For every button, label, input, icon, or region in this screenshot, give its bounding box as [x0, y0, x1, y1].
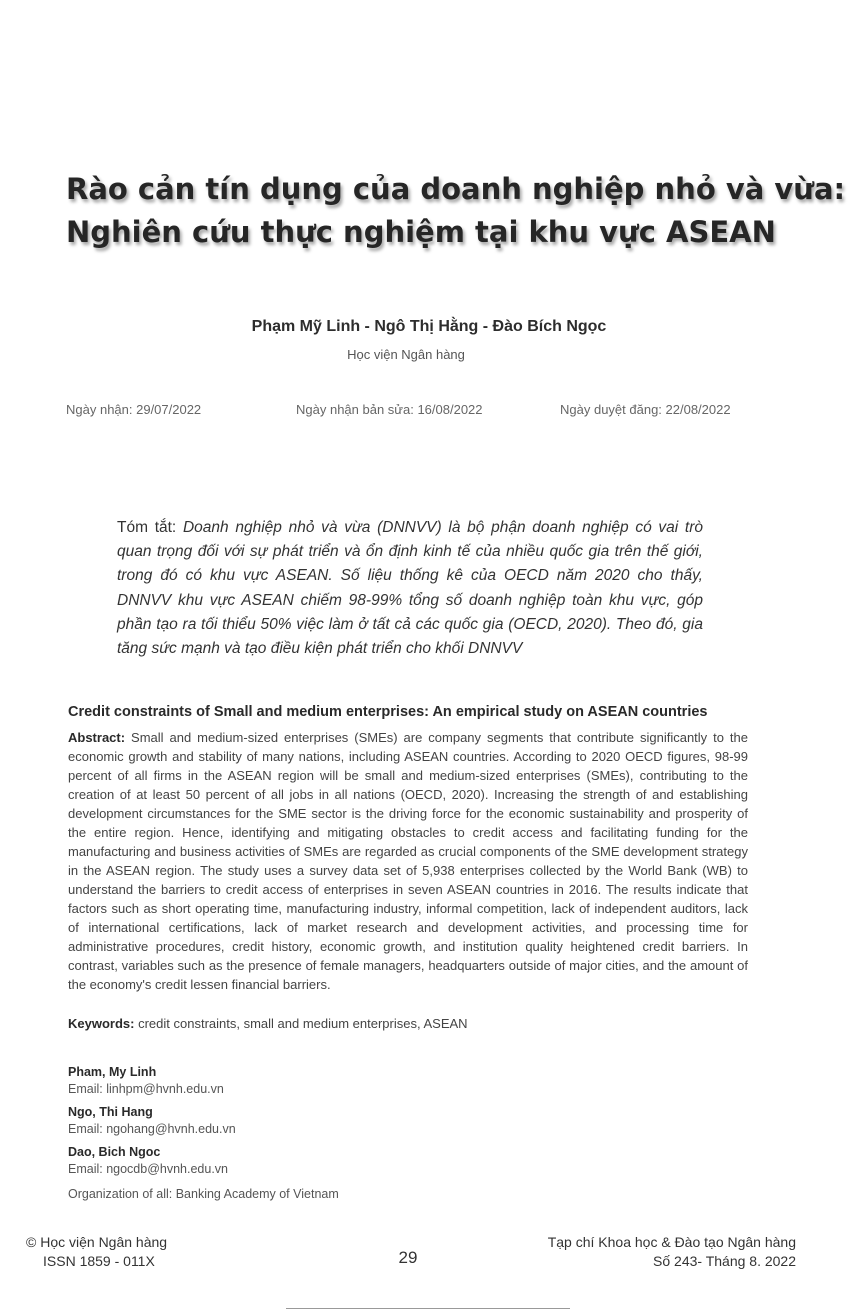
- author-name: Ngo, Thi Hang: [68, 1105, 153, 1119]
- english-abstract: [68, 728, 748, 994]
- keywords-label: Keywords:: [68, 1016, 135, 1031]
- english-abstract-label: Abstract:: [68, 730, 126, 745]
- author-name: Dao, Bich Ngoc: [68, 1145, 161, 1159]
- author-email: Email: ngohang@hvnh.edu.vn: [68, 1122, 236, 1136]
- author-contact: [68, 1145, 228, 1176]
- author-email: Email: linhpm@hvnh.edu.vn: [68, 1082, 224, 1096]
- issn: ISSN 1859 - 011X: [43, 1253, 155, 1269]
- article-title: [66, 168, 846, 254]
- vietnamese-abstract-text: Doanh nghiệp nhỏ và vừa (DNNVV) là bộ phận doanh nghiệp có vai trò quan trọng đối với sự phát triển và ổn định kinh tế của nhiều quốc gia trên thế giới, trong đó có khu vực ASEAN. Số liệu thống kê của OECD năm 2020 cho thấy, DNNVV khu vực ASEAN chiếm 98-99% tổng số doanh nghiệp toàn khu vực, góp phần tạo ra tối thiểu 50% việc làm ở tất cả các quốc gia (OECD, 2020). Theo đó, gia tăng sức mạnh và tạo điều kiện phát triển cho khối DNNVV: [117, 519, 703, 658]
- author-contact: [68, 1065, 224, 1096]
- title-line-2: Nghiên cứu thực nghiệm tại khu vực ASEAN: [66, 215, 776, 249]
- date-accepted: Ngày duyệt đăng: 22/08/2022: [560, 402, 731, 417]
- vietnamese-abstract: [117, 516, 703, 661]
- bottom-divider: [286, 1308, 570, 1309]
- english-abstract-text: Small and medium-sized enterprises (SMEs) are company segments that contribute significantly to the economic growth and stability of many nations, including ASEAN countries. According to 2020 OECD figures, 98-99 percent of all firms in the ASEAN region will be small and medium-sized enterprises (SMEs), contributing to the creation of at least 50 percent of all jobs in all nations (OECD, 2020). Increasing the strength of and establishing development circumstances for the SME sector is the driving force for the economic sustainability and prosperity of the entire region. Hence, identifying and mitigating obstacles to credit access and facilitating funding for the manufacturing and business activities of SMEs are regarded as crucial components of the SME development strategy in the ASEAN region. The study uses a survey data set of 5,938 enterprises collected by the World Bank (WB) to understand the barriers to credit access of enterprises in seven ASEAN countries in 2016. The results indicate that factors such as short operating time, manufacturing industry, informal competition, lack of independent auditors, lack of international certifications, lack of market research and development activities, and processing time for administrative procedures, credit history, economic growth, and institution quality heightened credit barriers. In contrast, variables such as the presence of female managers, headquarters outside of major cities, and the amount of the economy's credit lessen financial barriers.: [68, 730, 748, 992]
- date-received: Ngày nhận: 29/07/2022: [66, 402, 202, 417]
- english-title: Credit constraints of Small and medium enterprises: An empirical study on ASEAN countries: [68, 704, 708, 720]
- copyright-notice: © Học viện Ngân hàng: [26, 1234, 168, 1250]
- page-number: 29: [398, 1248, 418, 1267]
- title-line-1: Rào cản tín dụng của doanh nghiệp nhỏ và vừa:: [66, 172, 846, 206]
- author-contact: [68, 1105, 236, 1136]
- journal-issue: Số 243- Tháng 8. 2022: [653, 1253, 796, 1269]
- author-email: Email: ngocdb@hvnh.edu.vn: [68, 1162, 229, 1176]
- organization: Organization of all: Banking Academy of Vietnam: [68, 1187, 339, 1201]
- vietnamese-abstract-label: Tóm tắt:: [117, 519, 177, 536]
- keywords-text: credit constraints, small and medium enterprises, ASEAN: [138, 1016, 468, 1031]
- keywords: [68, 1016, 468, 1031]
- footer-journal: [548, 1233, 796, 1271]
- author-name: Pham, My Linh: [68, 1065, 157, 1079]
- date-revised: Ngày nhận bản sửa: 16/08/2022: [296, 402, 483, 417]
- journal-name: Tạp chí Khoa học & Đào tạo Ngân hàng: [547, 1234, 796, 1250]
- affiliation: Học viện Ngân hàng: [347, 347, 465, 362]
- authors: Phạm Mỹ Linh - Ngô Thị Hằng - Đào Bích Ngọc: [251, 318, 607, 335]
